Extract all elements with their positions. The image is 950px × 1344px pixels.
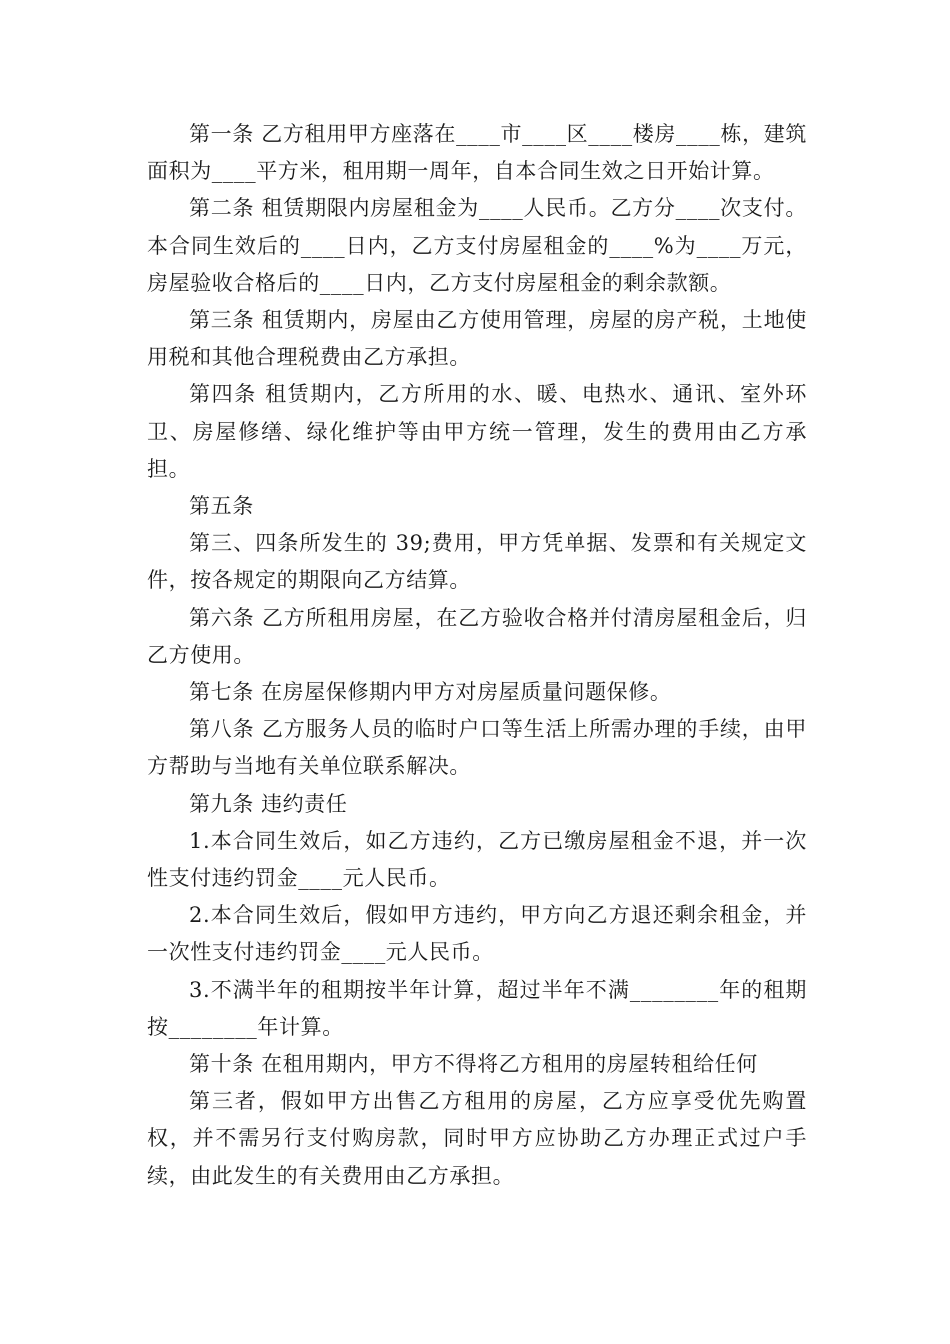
clause-7: 第七条 在房屋保修期内甲方对房屋质量问题保修。 xyxy=(189,680,672,705)
clause-6: 第六条 乙方所租用房屋，在乙方验收合格并付清房屋租金后，归乙方使用。 xyxy=(147,605,807,667)
document-page xyxy=(147,116,807,1195)
clause-9-heading: 第九条 违约责任 xyxy=(189,791,348,816)
clause-3: 第三条 租赁期内，房屋由乙方使用管理，房屋的房产税，土地使用税和其他合理税费由乙方承担。 xyxy=(147,308,807,370)
clause-4: 第四条 租赁期内，乙方所用的水、暖、电热水、通讯、室外环卫、房屋修缮、绿化维护等由甲方统一管理，发生的费用由乙方承担。 xyxy=(147,382,807,481)
clause-1: 第一条 乙方租用甲方座落在____市____区____楼房____栋，建筑面积为____平方米，租用期一周年，自本合同生效之日开始计算。 xyxy=(147,122,807,184)
clause-10-continued: 第三者，假如甲方出售乙方租用的房屋，乙方应享受优先购置权，并不需另行支付购房款，同时甲方应协助乙方办理正式过户手续，由此发生的有关费用由乙方承担。 xyxy=(147,1089,807,1188)
clause-10: 第十条 在租用期内，甲方不得将乙方租用的房屋转租给任何 xyxy=(189,1052,758,1077)
clause-9-item-1: 1.本合同生效后，如乙方违约，乙方已缴房屋租金不退，并一次性支付违约罚金____元人民币。 xyxy=(147,828,807,891)
clause-8: 第八条 乙方服务人员的临时户口等生活上所需办理的手续，由甲方帮助与当地有关单位联系解决。 xyxy=(147,717,807,779)
clause-9-item-3: 3.不满半年的租期按半年计算，超过半年不满________年的租期按________年计算。 xyxy=(147,977,807,1039)
clause-5-heading: 第五条 xyxy=(189,494,254,519)
clause-5-body: 第三、四条所发生的 39;费用，甲方凭单据、发票和有关规定文件，按各规定的期限向乙方结算。 xyxy=(147,531,807,593)
clause-9-item-2: 2.本合同生效后，假如甲方违约，甲方向乙方退还剩余租金，并一次性支付违约罚金____元人民币。 xyxy=(147,903,807,965)
clause-2: 第二条 租赁期限内房屋租金为____人民币。乙方分____次支付。本合同生效后的____日内，乙方支付房屋租金的____%为____万元，房屋验收合格后的____日内，乙方支付房屋租金的剩余款额。 xyxy=(147,196,807,295)
